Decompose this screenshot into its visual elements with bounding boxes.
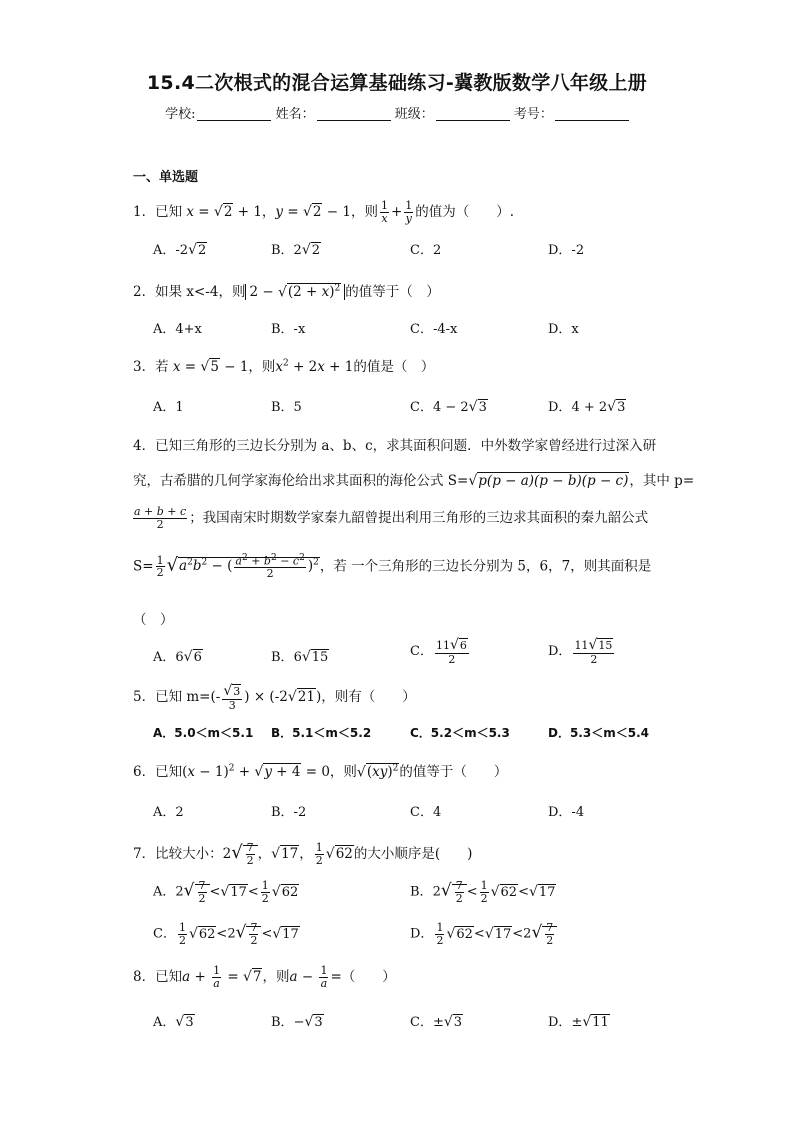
question-stem: 已知 m=: [155, 689, 211, 706]
question-number: 5．: [133, 689, 156, 706]
option-b[interactable]: B．-2: [271, 805, 307, 820]
question-stem: 已知: [155, 969, 183, 985]
question-4-line-2: 究，古希腊的几何学家海伦给出求其面积的海伦公式 S=√p(p − a)(p − b)(p − c)，其中 p=: [133, 473, 695, 489]
option-a[interactable]: A．-2√2: [153, 242, 207, 258]
question-4-line-4: S= $\frac{1}{2}$ $√a^2b^2$ − ( $\frac{a^2 + b^2 - c^2}{2}$ )$^2$，若 一个三角形的三边长分别为 5，6，7，则其面积是: [133, 553, 652, 581]
question-number: 2．: [133, 284, 156, 300]
question-4-line-5: （ ）: [133, 612, 174, 628]
option-b[interactable]: B．5: [271, 400, 302, 415]
option-c[interactable]: C．±√3: [410, 1014, 463, 1030]
question-2: 2．如果 x<-4，则 $2 - √(2 + x)^2$ 的值等于（ ）: [133, 283, 440, 300]
school-blank: [197, 106, 271, 121]
question-stem: 已知: [155, 204, 183, 220]
option-b[interactable]: B．2√ $\frac{7}{2}$ < $\frac{1}{2}$ √62<√17: [410, 879, 556, 905]
option-d[interactable]: D． $\frac{11√15}{2}$: [548, 637, 613, 666]
option-c[interactable]: C．5.2＜m＜5.3: [410, 726, 510, 740]
option-c[interactable]: C． $\frac{1}{2}$ √62<2√ $\frac{7}{2}$ <√17: [153, 921, 299, 947]
school-label: 学校:: [165, 107, 196, 122]
option-a[interactable]: A．2√ $\frac{7}{2}$ <√17< $\frac{1}{2}$ √62: [153, 879, 299, 905]
question-number: 3．: [133, 359, 156, 375]
option-a[interactable]: A．1: [153, 400, 184, 415]
question-stem: 比较大小：: [155, 846, 223, 862]
question-number: 7．: [133, 846, 156, 862]
option-a[interactable]: A．√3: [153, 1014, 194, 1030]
option-d[interactable]: D．x: [548, 322, 579, 337]
option-a[interactable]: A．5.0＜m＜5.1: [153, 726, 254, 740]
option-d[interactable]: D．5.3＜m＜5.4: [548, 726, 649, 740]
option-d[interactable]: D．±√11: [548, 1014, 609, 1030]
option-b[interactable]: B．5.1＜m＜5.2: [271, 726, 372, 740]
option-c[interactable]: C． $\frac{11√6}{2}$: [410, 637, 467, 666]
question-stem: 已知三角形的三边长分别为 a、b、c，求其面积问题．中外数学家曾经进行过深入研: [155, 438, 657, 454]
question-stem: 已知: [155, 764, 183, 780]
number-blank: [555, 106, 629, 121]
question-stem: 如果 x<-4，则: [155, 284, 246, 300]
student-info-line: [0, 103, 794, 122]
question-number: 1．: [133, 204, 156, 220]
name-blank: [317, 106, 391, 121]
option-a[interactable]: A．6√6: [153, 649, 202, 665]
option-d[interactable]: D．-2: [548, 243, 585, 258]
option-b[interactable]: B．2√2: [271, 242, 321, 258]
question-8: 8．已知a + $\frac{1}{a}$ = √7，则a − $\frac{1}{a}$ =（ ）: [133, 964, 396, 990]
option-b[interactable]: B．−√3: [271, 1014, 323, 1030]
question-7: 7．比较大小：2√ $\frac{7}{2}$ ，√17， $\frac{1}{2}$ √62的大小顺序是( ): [133, 841, 473, 867]
class-blank: [436, 106, 510, 121]
question-4: [133, 434, 656, 454]
question-3: 3．若 x = √5 − 1，则$x^2 + 2x + 1$的值是（ ）: [133, 358, 435, 375]
option-a[interactable]: A．4+x: [153, 322, 202, 337]
question-1: 1．已知 x = √2 + 1，y = √2 − 1，则 $\frac{1}{x}$ + $\frac{1}{y}$ 的值为（ ）.: [133, 199, 515, 225]
number-label: 考号：: [513, 107, 553, 122]
option-c[interactable]: C．2: [410, 243, 442, 258]
page-title: 15.4二次根式的混合运算基础练习-冀教版数学八年级上册: [146, 72, 648, 94]
option-d[interactable]: D． $\frac{1}{2}$ √62<√17<2√ $\frac{7}{2}$: [410, 922, 557, 946]
section-title: 一、单选题: [133, 170, 199, 185]
option-a[interactable]: A．2: [153, 805, 184, 820]
question-number: 4．: [133, 438, 156, 454]
option-b[interactable]: B．6√15: [271, 649, 329, 665]
class-label: 班级：: [394, 107, 434, 122]
question-number: 6．: [133, 764, 156, 780]
question-5: 5．已知 m=(- $\frac{√3}{3}$ ) × (-2√21)，则有（ ）: [133, 683, 416, 712]
question-4-line-3: $\frac{a + b + c}{2}$ ；我国南宋时期数学家秦九韶曾提出利用三角形的三边求其面积的秦九韶公式: [134, 505, 649, 531]
name-label: 姓名：: [275, 107, 315, 122]
option-c[interactable]: C．-4-x: [410, 322, 458, 337]
option-d[interactable]: D．-4: [548, 805, 585, 820]
question-6: 6．已知$(x - 1)^2 + √y + 4 = 0$，则√(xy)$^2$的值等于（ ）: [133, 763, 508, 780]
option-c[interactable]: C．4 − 2√3: [410, 399, 487, 415]
question-stem: 若: [155, 359, 169, 375]
option-c[interactable]: C．4: [410, 805, 442, 820]
option-d[interactable]: D．4 + 2√3: [548, 399, 626, 415]
question-number: 8．: [133, 969, 156, 985]
option-b[interactable]: B．-x: [271, 322, 306, 337]
